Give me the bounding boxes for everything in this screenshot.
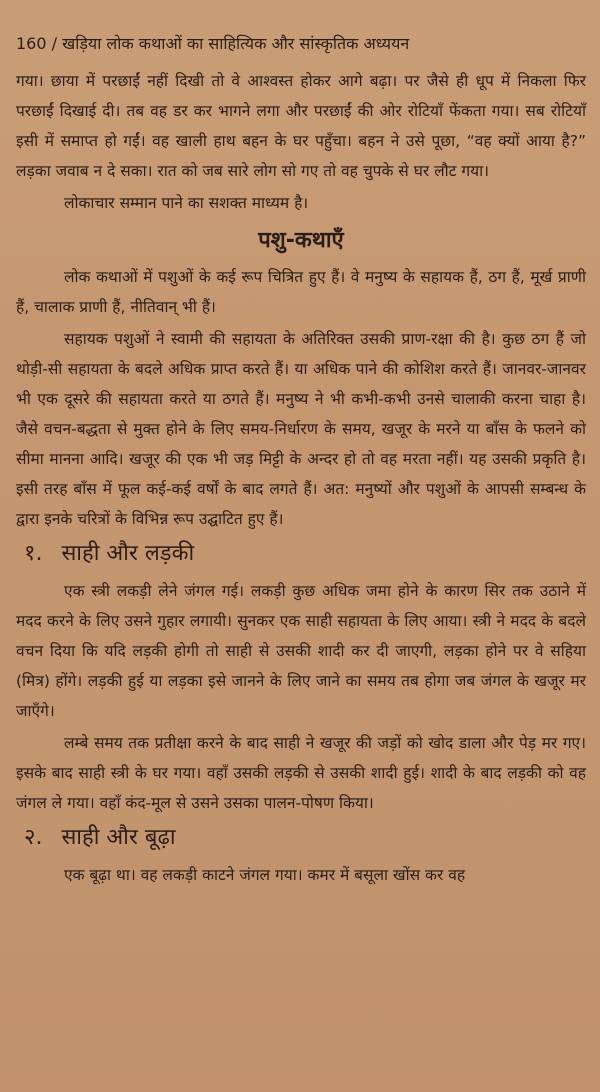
story-title-1 <box>24 538 586 570</box>
paragraph-continuation: गया। छाया में परछाईं नहीं दिखी तो वे आश्वस्त होकर आगे बढ़ा। पर जैसे ही धूप में निकला फिर परछाईं दिखाई दी। तब वह डर कर भागने लगा और परछाईं की ओर रोटियाँ फेंकता गया। सब रोटियाँ इसी में समाप्त हो गईं। वह खाली हाथ बहन के घर पहुँचा। बहन ने उसे पूछा, “वह क्यों आया है?” लड़का जवाब न दे सका। रात को जब सारे लोग सो गए तो वह चुपके से घर लौट गया। <box>16 72 586 180</box>
section-detail-paragraph: सहायक पशुओं ने स्वामी की सहायता के अतिरिक्त उसकी प्राण-रक्षा की है। कुछ ठग हैं जो थोड़ी-सी सहायता के बदले अधिक प्राप्त करते हैं। या अधिक पाने की कोशिश करते हैं। जानवर-जानवर भी एक दूसरे की सहायता करते या ठगते हैं। मनुष्य ने भी कभी-कभी उनसे चालाकी करना चाहा है। जैसे वचन-बद्धता से मुक्त होने के लिए समय-निर्धारण के समय, खजूर के मरने या बाँस के फलने को सीमा मानना आदि। खजूर की एक भी जड़ मिट्टी के अन्दर हो तो वह मरता नहीं। यह उसकी प्रकृति है। इसी तरह बाँस में फूल कई-कई वर्षों के बाद लगते हैं। अत: मनुष्यों और पशुओं के आपसी सम्बन्ध के द्वारा इनके चरित्रों के विभिन्न रूप उद्घाटित हुए हैं। <box>16 330 586 528</box>
page-header <box>16 30 586 58</box>
paragraph-moral: लोकाचार सम्मान पाने का सशक्त माध्यम है। <box>64 194 309 212</box>
section-intro-paragraph: लोक कथाओं में पशुओं के कई रूप चित्रित हुए हैं। वे मनुष्य के सहायक हैं, ठग हैं, मूर्ख प्राणी हैं, चालाक प्राणी हैं, नीतिवान् भी हैं। <box>16 268 586 316</box>
header-separator: / <box>51 34 58 53</box>
page-number: 160 <box>16 34 47 53</box>
running-title: खड़िया लोक कथाओं का साहित्यिक और सांस्कृतिक अध्ययन <box>62 34 410 53</box>
story2-paragraph-1: एक बूढ़ा था। वह लकड़ी काटने जंगल गया। कमर में बसूला खोंस कर वह <box>64 866 466 884</box>
story-title-text-1: साही और लड़की <box>61 541 195 566</box>
story1-paragraph-2: लम्बे समय तक प्रतीक्षा करने के बाद साही ने खजूर की जड़ों को खोद डाला और पेड़ मर गए। इसके बाद साही स्त्री के घर गया। वहाँ उसकी लड़की से उसकी शादी हुई। शादी के बाद लड़की को वह जंगल ले गया। वहाँ कंद-मूल से उसने उसका पालन-पोषण किया। <box>16 734 586 812</box>
story-number-1: १. <box>24 541 43 566</box>
story-number-2: २. <box>24 825 43 850</box>
story-title-2 <box>24 822 586 854</box>
story-title-text-2: साही और बूढ़ा <box>61 825 176 850</box>
story1-paragraph-1: एक स्त्री लकड़ी लेने जंगल गई। लकड़ी कुछ अधिक जमा होने के कारण सिर तक उठाने में मदद करने के लिए उसने गुहार लगायी। सुनकर एक साही सहायता के लिए आया। स्त्री ने मदद के बदले वचन दिया कि यदि लड़की होगी तो साही से उसकी शादी कर दी जाएगी, लड़का होने पर वे सहिया (मित्र) होंगे। लड़की हुई या लड़का इसे जानने के लिए जाने का समय तब होगा जब जंगल के खजूर मर जाएँगे। <box>16 582 586 720</box>
section-heading: पशु-कथाएँ <box>258 228 344 253</box>
